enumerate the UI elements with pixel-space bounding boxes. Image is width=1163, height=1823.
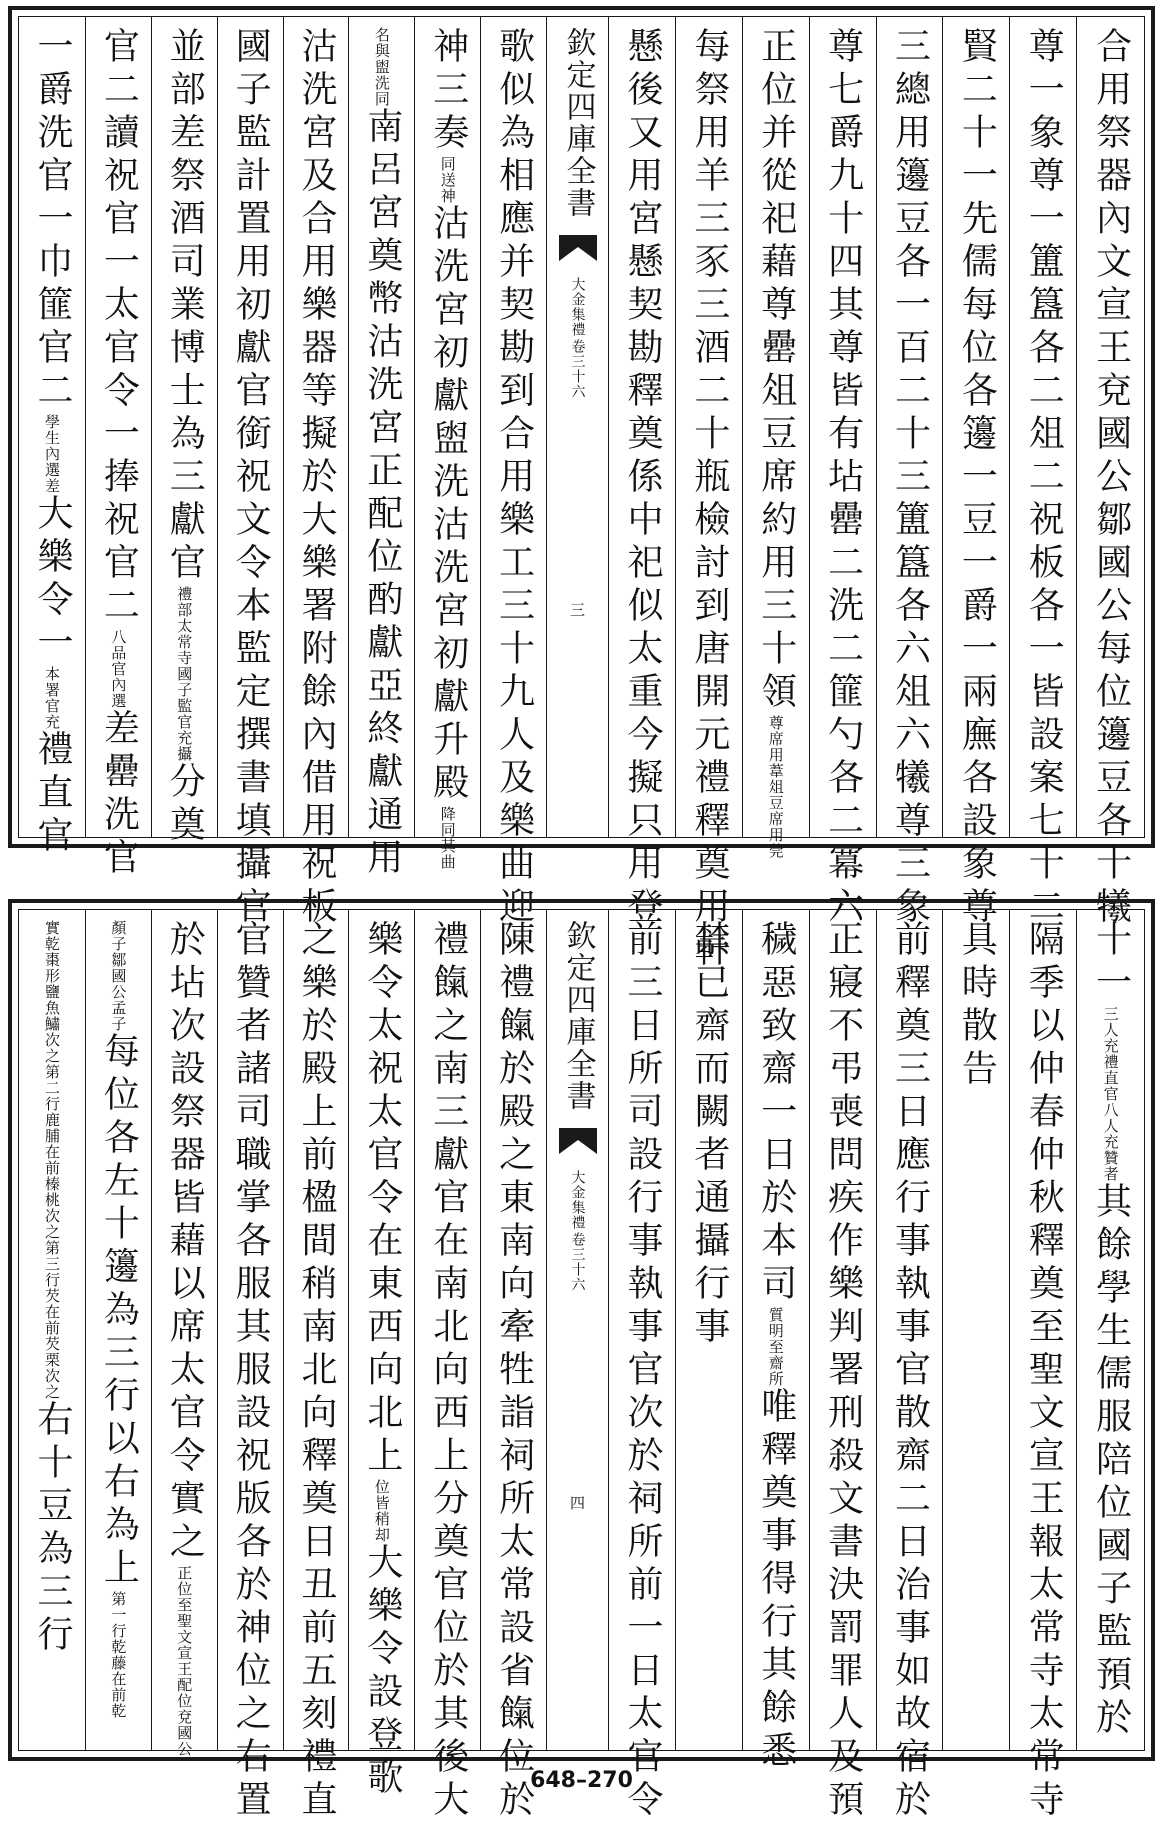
annotation-note xyxy=(44,414,59,494)
text-column xyxy=(85,17,151,881)
column-main-text: 其餘學生儒服陪位國子監預於 xyxy=(1090,1182,1132,1741)
center-spine xyxy=(546,17,608,837)
text-column xyxy=(414,17,480,870)
column-text xyxy=(1090,920,1132,1741)
text-column xyxy=(942,17,1009,930)
fishtail-mark-icon xyxy=(559,1128,597,1154)
column-text xyxy=(427,27,469,870)
annotation-note xyxy=(374,1479,389,1543)
column-main-text: 官二讀祝官一太官令一捧祝官二 xyxy=(98,27,140,629)
annotation-note xyxy=(440,156,455,204)
book-title: 欽定四庫全書 xyxy=(560,27,596,219)
volume-number: 卷三十六 xyxy=(569,339,586,399)
text-column xyxy=(348,910,414,1801)
volume-number: 卷三十六 xyxy=(569,1232,586,1292)
column-main-text: 沽洗宮初獻盥洗沽洗宮初獻升殿 xyxy=(427,204,469,806)
column-text: 官贊者諸司職掌各服其服設祝版各於神位之右置 xyxy=(230,920,272,1823)
column-text: 之樂於殿上前楹間稍南北向釋奠日丑前五刻禮直 xyxy=(295,920,337,1823)
note-line: 官充 xyxy=(42,698,61,730)
column-text: 沽洗宮及合用樂器等擬於大樂署附餘內借用祝板 xyxy=(295,27,337,930)
note-line: 王配位兗國公 xyxy=(175,1661,194,1757)
column-text xyxy=(164,27,206,848)
volume-title: 大金集禮 xyxy=(569,277,586,337)
volume-title: 大金集禮 xyxy=(569,1170,586,1230)
note-line: 實乾棗形鹽魚鱐次之第二行鹿脯在前榛 xyxy=(42,920,61,1192)
column-text: 禁已齋而闕者通攝行事 xyxy=(688,920,730,1350)
column-main-text: 差罍洗官 xyxy=(98,709,140,881)
column-main-text: 十一 xyxy=(1090,920,1132,1006)
column-main-text: 唯釋奠事得行其餘悉 xyxy=(755,1387,797,1774)
column-main-text: 樂令太祝太官令在東西向北上 xyxy=(361,920,403,1479)
annotation-note xyxy=(44,666,59,730)
note-line: 學生內 xyxy=(42,414,61,462)
folio-number: 四 xyxy=(568,1495,587,1510)
note-line: 內選 xyxy=(109,677,128,709)
note-line: 公孟子 xyxy=(109,984,128,1032)
column-text: 歌似為相應并契勘到合用樂工三十九人及樂曲迎 xyxy=(493,27,535,930)
text-column xyxy=(1009,910,1076,1823)
column-main-text: 正位并從祀藉尊罍俎豆席約用三十領 xyxy=(755,27,797,715)
column-text: 具時散告 xyxy=(956,920,998,1092)
text-column xyxy=(608,910,675,1823)
column-text xyxy=(361,920,403,1801)
note-line: 同送神 xyxy=(438,156,457,204)
text-column xyxy=(876,17,943,930)
note-line: 禮部太常寺國 xyxy=(175,586,194,682)
column-text: 尊一象尊一簠簋各二俎二祝板各一皆設案七十二 xyxy=(1023,27,1065,930)
column-text: 尊七爵九十四其尊皆有坫罍二洗二篚勺各二冪六 xyxy=(822,27,864,930)
note-line: 其曲 xyxy=(438,838,457,870)
text-column xyxy=(675,910,742,1750)
text-column xyxy=(283,910,349,1823)
annotation-note xyxy=(175,586,194,762)
annotation-note xyxy=(109,1591,128,1719)
note-line: 質明至 xyxy=(766,1307,785,1355)
column-main-text: 南呂宮奠幣沽洗宮正配位酌獻亞終獻通用 xyxy=(361,107,403,881)
note-line: 桃次之第三行芡在前芡栗次之 xyxy=(42,1192,61,1400)
text-column xyxy=(283,17,349,930)
note-line: 八品官 xyxy=(109,629,128,677)
page-footer-number: 648–270 xyxy=(530,1768,633,1793)
text-column xyxy=(675,17,742,973)
column-main-text: 大樂令一 xyxy=(31,494,73,666)
column-text: 每祭用羊三豕三酒二十瓶檢討到唐開元禮釋奠用軒 xyxy=(688,27,730,973)
text-column xyxy=(809,17,876,930)
center-spine xyxy=(546,910,608,1750)
note-line: 洗同 xyxy=(372,75,391,107)
column-main-text: 右十豆為三行 xyxy=(31,1400,73,1658)
column-text: 禮餼之南三獻官在南北向西上分奠官位於其後大 xyxy=(427,920,469,1823)
note-line: 降同 xyxy=(438,806,457,838)
text-column xyxy=(480,910,546,1823)
note-line: 正位至聖文宣 xyxy=(175,1565,194,1661)
note-line: 第一行乾 xyxy=(109,1591,128,1655)
note-line: 位皆 xyxy=(372,1479,391,1511)
text-column xyxy=(608,17,675,930)
text-column xyxy=(1076,17,1144,930)
note-line: 顏子鄒國 xyxy=(109,920,128,984)
annotation-note xyxy=(109,629,128,709)
note-line: 子監官充攝 xyxy=(175,682,194,762)
text-column xyxy=(348,17,414,881)
annotation-note xyxy=(175,1565,194,1757)
column-text xyxy=(98,27,140,881)
column-main-text: 每位各左十籩為三行以右為上 xyxy=(98,1032,140,1591)
column-text xyxy=(755,27,797,859)
text-column xyxy=(480,17,546,930)
note-line: 稍却 xyxy=(372,1511,391,1543)
column-text: 三總用籩豆各一百二十三簠簋各六俎六犧尊三象 xyxy=(889,27,931,930)
column-text: 隔季以仲春仲秋釋奠至聖文宣王報太常寺太常寺 xyxy=(1023,920,1065,1823)
folio-number: 三 xyxy=(568,602,587,617)
text-column xyxy=(217,17,283,930)
annotation-note xyxy=(768,715,783,859)
text-column xyxy=(742,17,809,859)
text-column xyxy=(19,910,85,1750)
column-text: 前三日所司設行事執事官次於祠所前一日太官令 xyxy=(621,920,663,1823)
column-main-text: 分奠 xyxy=(164,762,206,848)
note-line: 藤在前乾 xyxy=(109,1655,128,1719)
text-column xyxy=(942,910,1009,1750)
column-main-text: 大樂令設登歌 xyxy=(361,1543,403,1801)
column-main-text: 並部差祭酒司業博士為三獻官 xyxy=(164,27,206,586)
column-text xyxy=(164,920,206,1757)
volume-label xyxy=(568,1170,588,1292)
column-text: 國子監計置用初獻官銜祝文令本監定撰書填攝官 xyxy=(230,27,272,930)
column-main-text: 一爵洗官一巾篚官二 xyxy=(31,27,73,414)
annotation-note xyxy=(44,920,59,1400)
fishtail-mark-icon xyxy=(559,235,597,261)
column-text: 前釋奠三日應行事執事官散齋二日治事如故宿於 xyxy=(889,920,931,1823)
text-column xyxy=(151,910,217,1757)
column-main-text: 穢惡致齋一日於本司 xyxy=(755,920,797,1307)
text-column xyxy=(876,910,943,1823)
column-text xyxy=(361,27,403,881)
column-text xyxy=(31,27,73,859)
annotation-note xyxy=(768,1307,783,1387)
text-column xyxy=(742,910,809,1774)
column-text xyxy=(98,920,140,1719)
volume-label xyxy=(568,277,588,399)
text-column xyxy=(19,17,85,859)
text-column xyxy=(151,17,217,848)
text-column xyxy=(1076,910,1144,1750)
column-text xyxy=(755,920,797,1774)
column-text: 賢二十一先儒每位各籩一豆一爵一兩廡各設象尊 xyxy=(956,27,998,930)
text-column xyxy=(414,910,480,1823)
column-main-text: 於坫次設祭器皆藉以席太官令實之 xyxy=(164,920,206,1565)
annotation-note xyxy=(440,806,455,870)
note-line: 名與盥 xyxy=(372,27,391,75)
text-column xyxy=(1009,17,1076,930)
text-column xyxy=(809,910,876,1823)
note-line: 本署 xyxy=(42,666,61,698)
note-line: 八人充贊者 xyxy=(1101,1102,1120,1182)
column-text: 陳禮餼於殿之東南向牽牲詣祠所太常設省餼位於 xyxy=(493,920,535,1823)
note-line: 齋所 xyxy=(766,1355,785,1387)
column-text: 懸後又用宮懸契勘釋奠係中祀似太重今擬只用登 xyxy=(621,27,663,930)
book-title: 欽定四庫全書 xyxy=(560,920,596,1112)
text-column xyxy=(85,910,151,1750)
column-text xyxy=(31,920,73,1658)
note-line: 三人充禮直官 xyxy=(1101,1006,1120,1102)
text-column xyxy=(217,910,283,1823)
column-main-text: 神三奏 xyxy=(427,27,469,156)
column-main-text: 禮直官 xyxy=(31,730,73,859)
column-text: 正寢不弔喪問疾作樂判署刑殺文書決罰罪人及預 xyxy=(822,920,864,1823)
annotation-note xyxy=(109,920,128,1032)
note-line: 尊席用葦俎 xyxy=(766,715,785,795)
annotation-note xyxy=(1103,1006,1118,1182)
note-line: 豆席用莞 xyxy=(766,795,785,859)
column-text: 合用祭器內文宣王兗國公鄒國公每位籩豆各十犧 xyxy=(1090,27,1132,930)
annotation-note xyxy=(374,27,389,107)
note-line: 選差 xyxy=(42,462,61,494)
